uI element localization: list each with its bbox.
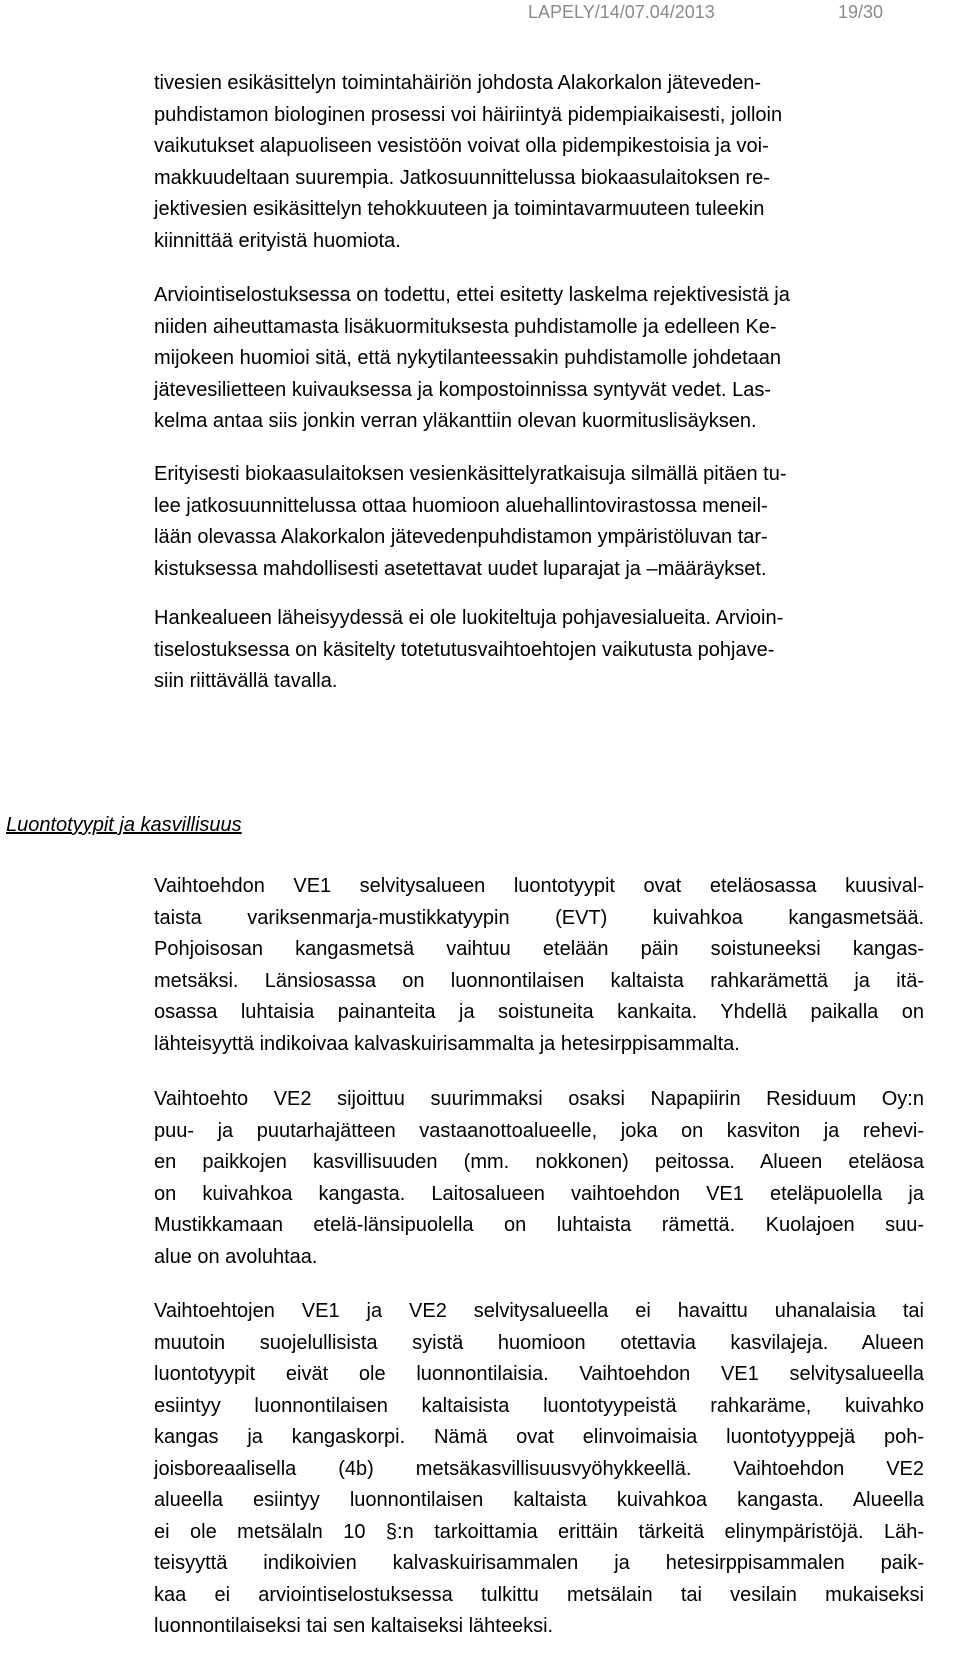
text-line: Vaihtoehtojen VE1 ja VE2 selvitysalueella ei havaittu uhanalaisia tai [154,1300,924,1322]
page-header [0,2,960,26]
text-line: puhdistamon biologinen prosessi voi häiriintyä pidempiaikaisesti, jolloin [154,103,783,126]
section-heading: Luontotyypit ja kasvillisuus [6,814,242,836]
text-line: jektivesien esikäsittelyn tehokkuuteen ja toimintavarmuuteen tuleekin [154,198,765,220]
text-line: Vaihtoehto VE2 sijoittuu suurimmaksi osaksi Napapiirin Residuum Oy:n [154,1088,924,1110]
text-line: mijokeen huomioi sitä, että nykytilanteessakin puhdistamolle johdetaan [154,347,782,369]
paragraph-laskelma [154,280,924,438]
text-line: alue on avoluhtaa. [154,1245,318,1268]
text-line: puu- ja puutarhajätteen vastaanottoalueelle, joka on kasviton ja rehevi- [154,1119,924,1142]
text-line: kaa ei arviointiselostuksessa tulkittu metsälain tai vesilain mukaiseksi [154,1583,924,1606]
text-line: Mustikkamaan etelä-länsipuolella on luhtaista rämettä. Kuolajoen suu- [154,1214,924,1236]
paragraph-vesienkasittely [154,459,924,585]
text-line: lee jatkosuunnittelussa ottaa huomioon aluehallintovirastossa meneil- [154,494,768,517]
text-line: kistuksessa mahdollisesti asetettavat uudet luparajat ja –määräykset. [154,557,767,580]
paragraph-kasvilajit [154,1296,924,1643]
text-line: en paikkojen kasvillisuuden (mm. nokkonen) peitossa. Alueen eteläosa [154,1151,924,1173]
text-line: tiselostuksessa on käsitelty totetutusvaihtoehtojen vaikutusta pohjave- [154,638,775,661]
text-line: on kuivahkoa kangasta. Laitosalueen vaihtoehdon VE1 eteläpuolella ja [154,1182,924,1205]
text-line: niiden aiheuttamasta lisäkuormituksesta puhdistamolle ja edelleen Ke- [154,315,777,338]
text-line: Pohjoisosan kangasmetsä vaihtuu etelään päin soistuneeksi kangas- [154,938,924,960]
text-line: Vaihtoehdon VE1 selvitysalueen luontotyypit ovat eteläosassa kuusival- [154,875,924,897]
text-line: joisboreaalisella (4b) metsäkasvillisuusvyöhykkeellä. Vaihtoehdon VE2 [154,1457,924,1480]
text-line: makkuudeltaan suurempia. Jatkosuunnittelussa biokaasulaitoksen re- [154,166,770,189]
text-line: taista variksenmarja-mustikkatyypin (EVT) kuivahkoa kangasmetsää. [154,906,924,929]
paragraph-ve1-luontotyypit [154,871,924,1060]
text-line: Hankealueen läheisyydessä ei ole luokiteltuja pohjavesialueita. Arvioin- [154,607,784,629]
text-line: osassa luhtaisia painanteita ja soistuneita kankaita. Yhdellä paikalla on [154,1001,924,1023]
paragraph-pohjavesialueet [154,603,924,698]
text-line: Arviointiselostuksessa on todettu, ettei esitetty laskelma rejektivesistä ja [154,284,790,306]
text-line: vaikutukset alapuoliseen vesistöön voivat olla pidempikestoisia ja voi- [154,135,769,157]
text-line: luontotyypit eivät ole luonnontilaisia. Vaihtoehdon VE1 selvitysalueella [154,1363,924,1385]
text-line: luonnontilaiseksi tai sen kaltaiseksi lähteeksi. [154,1615,554,1637]
text-line: kangas ja kangaskorpi. Nämä ovat elinvoimaisia luontotyyppejä poh- [154,1426,924,1448]
text-line: alueella esiintyy luonnontilaisen kaltaista kuivahkoa kangasta. Alueella [154,1489,924,1511]
page-number: 19/30 [838,2,884,22]
text-line: kelma antaa siis jonkin verran yläkanttiin olevan kuormituslisäyksen. [154,410,757,432]
text-line: esiintyy luonnontilaisen kaltaisista luontotyypeistä rahkaräme, kuivahko [154,1394,924,1417]
text-line: metsäksi. Länsiosassa on luonnontilaisen kaltaista rahkarämettä ja itä- [154,969,924,992]
paragraph-rejektivesien-esikasittely [154,68,924,257]
text-line: siin riittävällä tavalla. [154,670,338,692]
text-line: kiinnittää erityistä huomiota. [154,229,401,252]
text-line: lään olevassa Alakorkalon jätevedenpuhdistamon ympäristöluvan tar- [154,526,768,548]
text-line: teisyyttä indikoivien kalvaskuirisammalen ja hetesirppisammalen paik- [154,1552,924,1574]
text-line: ei ole metsälaln 10 §:n tarkoittamia erittäin tärkeitä elinympäristöjä. Läh- [154,1520,924,1543]
text-line: Erityisesti biokaasulaitoksen vesienkäsittelyratkaisuja silmällä pitäen tu- [154,463,787,485]
text-line: lähteisyyttä indikoivaa kalvaskuirisammalta ja hetesirppisammalta. [154,1032,740,1055]
text-line: jätevesilietteen kuivauksessa ja kompostoinnissa syntyvät vedet. Las- [154,378,771,401]
paragraph-ve2-sijoittuminen [154,1084,924,1273]
document-reference: LAPELY/14/07.04/2013 [528,2,715,22]
text-line: tivesien esikäsittelyn toimintahäiriön johdosta Alakorkalon jäteveden- [154,72,762,94]
text-line: muutoin suojelullisista syistä huomioon otettavia kasvilajeja. Alueen [154,1331,924,1354]
